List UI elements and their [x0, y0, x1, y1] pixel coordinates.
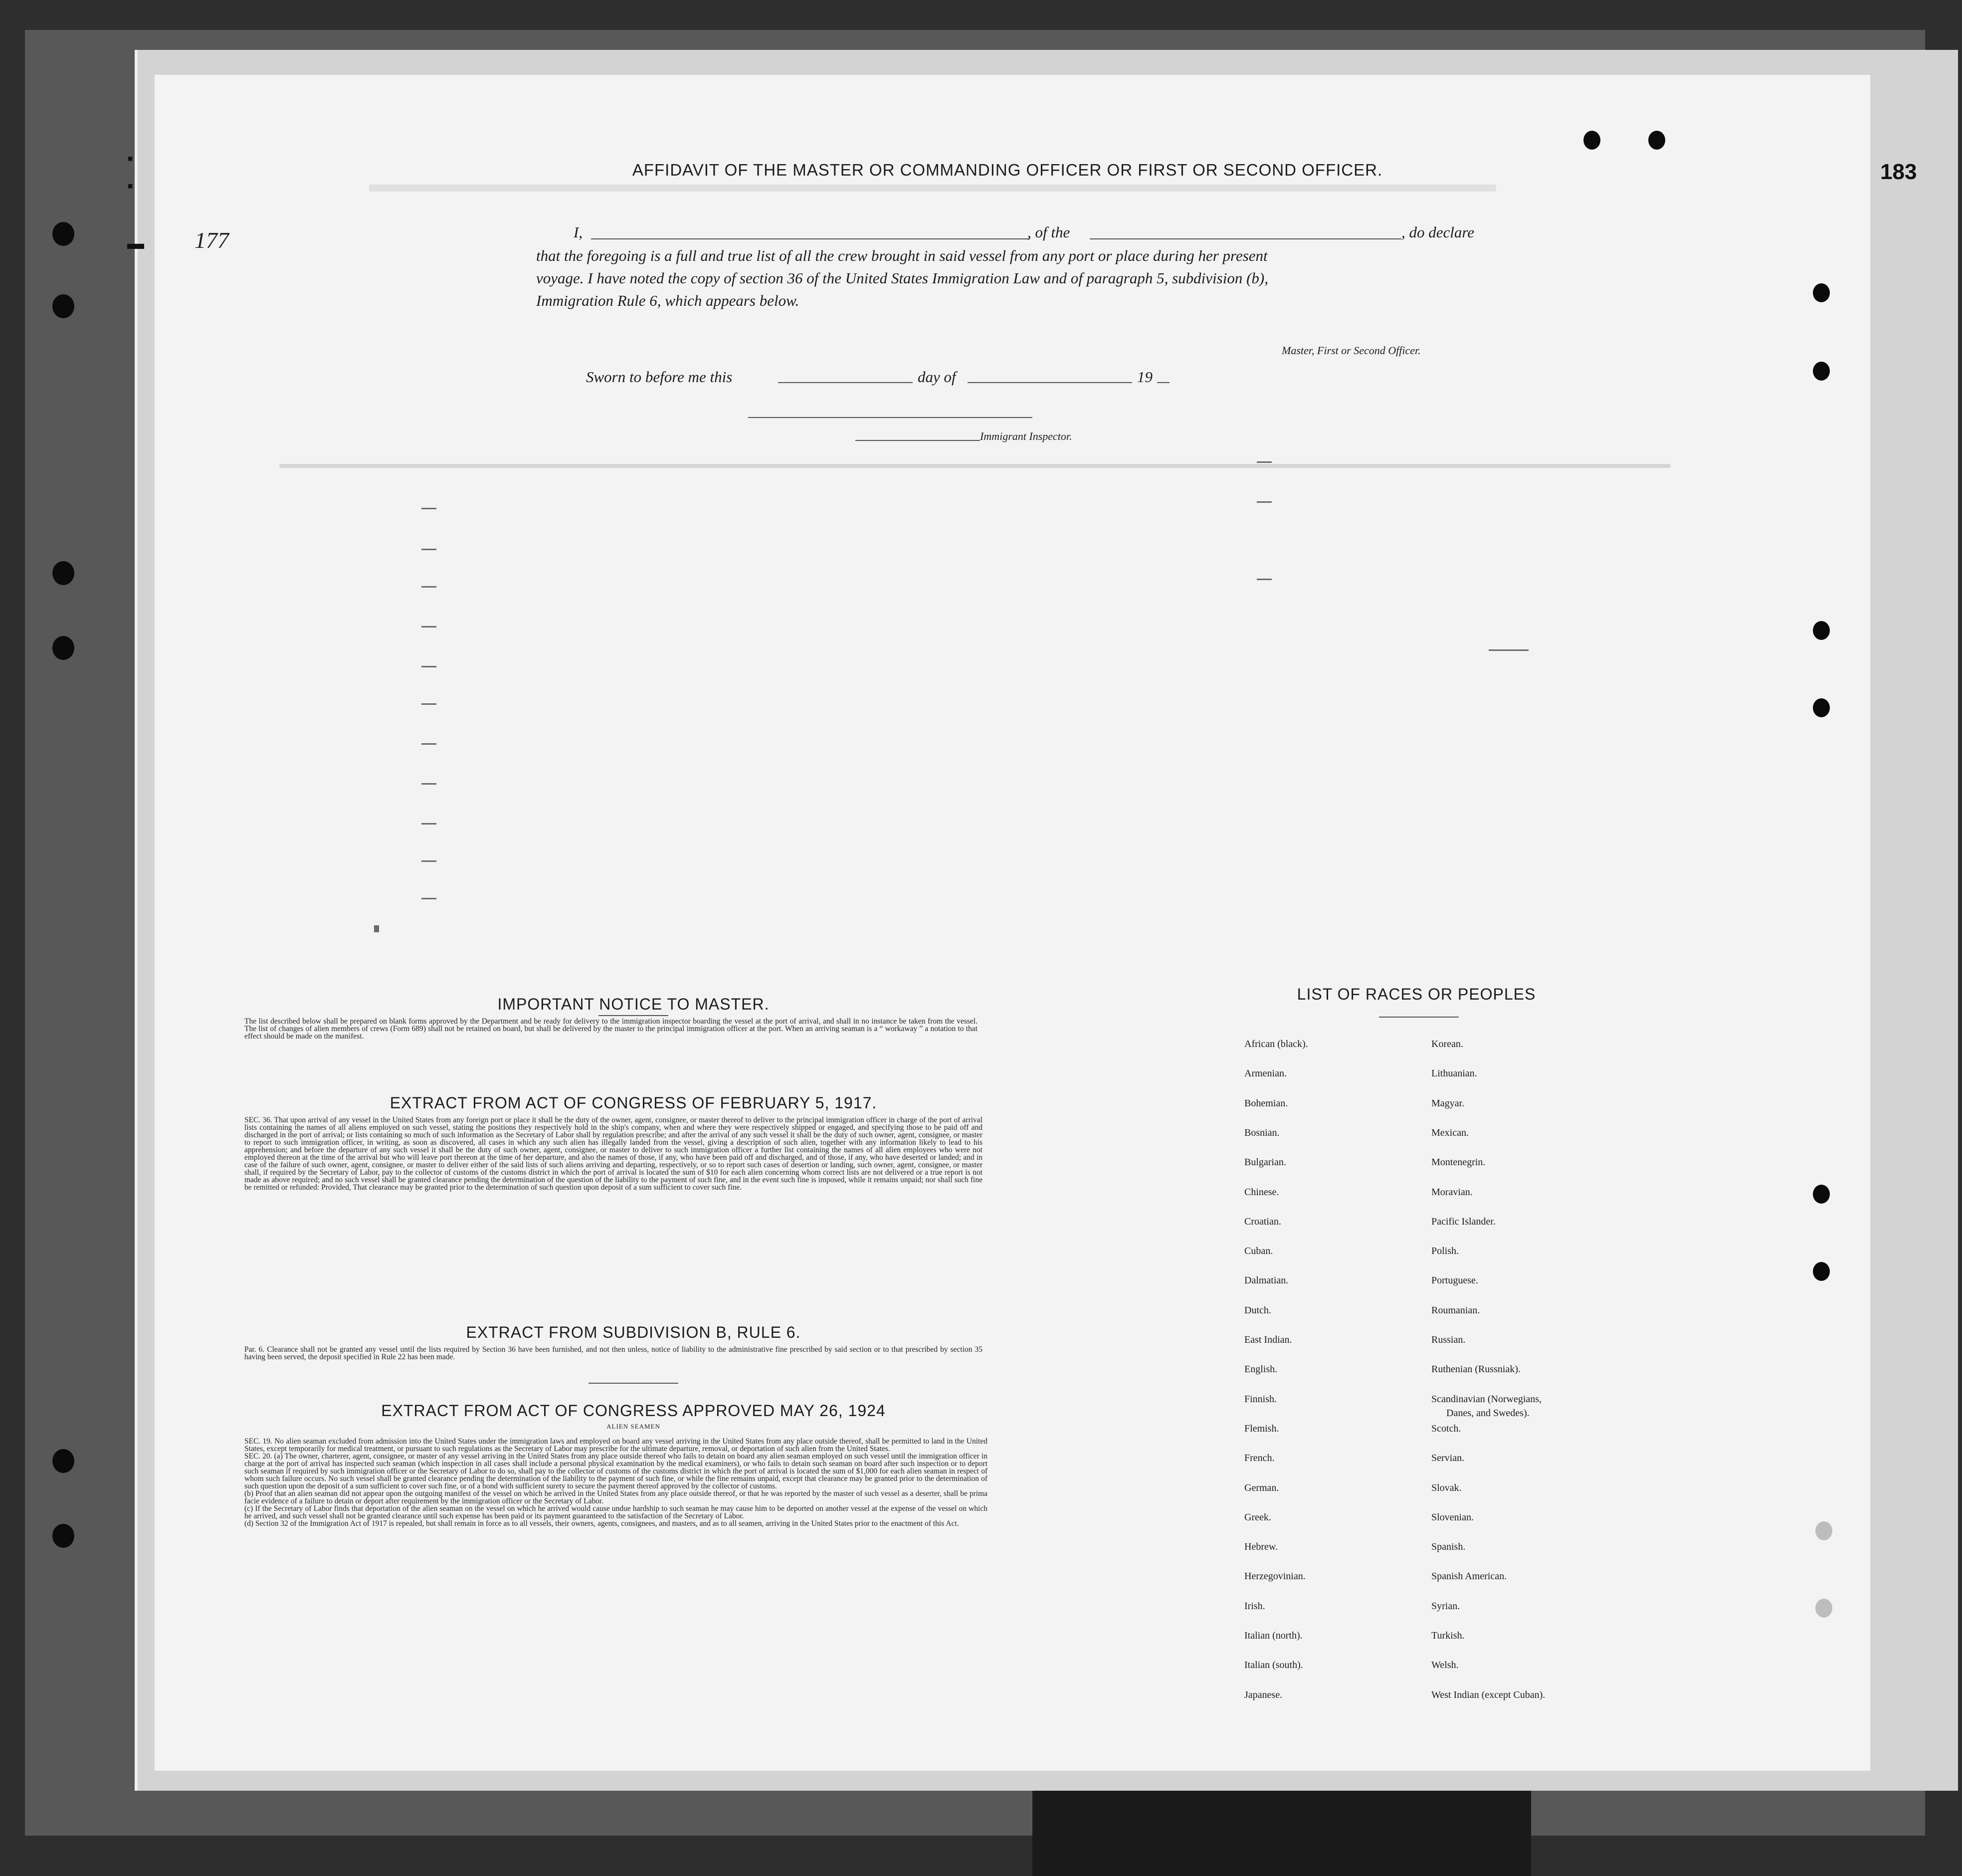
- race-item: German.: [1244, 1482, 1279, 1493]
- ghost-mark: [421, 860, 436, 862]
- race-item: East Indian.: [1244, 1334, 1292, 1345]
- races-title: LIST OF RACES OR PEOPLES: [1297, 985, 1536, 1003]
- race-item: Syrian.: [1431, 1600, 1460, 1612]
- race-item: Pacific Islander.: [1431, 1216, 1496, 1227]
- rule6-divider: [589, 1383, 678, 1384]
- year-prefix: 19: [1137, 368, 1153, 386]
- race-item: Mexican.: [1431, 1127, 1469, 1138]
- race-item: Dalmatian.: [1244, 1275, 1289, 1286]
- race-item: Montenegrin.: [1431, 1157, 1486, 1168]
- punch-hole: [1583, 131, 1600, 150]
- race-item: Bohemian.: [1244, 1097, 1288, 1109]
- ghost-mark: [421, 626, 436, 627]
- sworn-text: Sworn to before me this: [586, 368, 733, 386]
- race-item: Spanish American.: [1431, 1571, 1507, 1582]
- ghost-mark: [421, 898, 436, 899]
- day-of-text: day of: [918, 368, 956, 386]
- race-item: Herzegovinian.: [1244, 1571, 1306, 1582]
- ghost-mark: [421, 703, 436, 705]
- vessel-line: [1090, 238, 1401, 239]
- affidavit-i: I,: [574, 223, 583, 241]
- race-item: Turkish.: [1431, 1630, 1465, 1641]
- race-item: Irish.: [1244, 1600, 1265, 1612]
- race-item: Roumanian.: [1431, 1304, 1480, 1316]
- race-item: French.: [1244, 1453, 1275, 1464]
- page-number: 183: [1880, 160, 1917, 184]
- edge-mark: ▬: [127, 234, 144, 253]
- binding-hole: [52, 1449, 74, 1473]
- ghost-mark: [1257, 501, 1272, 503]
- race-item: Flemish.: [1244, 1423, 1279, 1434]
- inspector-caption: Immigrant Inspector.: [980, 430, 1072, 442]
- race-item: Italian (south).: [1244, 1660, 1303, 1671]
- edge-mark: ▪: [127, 150, 134, 168]
- binding-hole: [52, 1524, 74, 1548]
- race-item: Moravian.: [1431, 1186, 1473, 1198]
- bottom-shadow: [1032, 1791, 1531, 1876]
- race-item: Scotch.: [1431, 1423, 1461, 1434]
- ghost-mark: [421, 823, 436, 825]
- race-item: Cuban.: [1244, 1246, 1273, 1257]
- race-item: African (black).: [1244, 1039, 1308, 1049]
- race-item: Lithuanian.: [1431, 1068, 1477, 1079]
- race-item: Spanish.: [1431, 1541, 1466, 1553]
- affidavit-line-4: Immigration Rule 6, which appears below.: [536, 292, 799, 309]
- race-item: Danes, and Swedes).: [1446, 1407, 1530, 1419]
- edge-mark: ▪: [127, 177, 134, 196]
- binding-hole: [52, 222, 74, 246]
- ghost-mark: [421, 508, 436, 509]
- race-item: Chinese.: [1244, 1186, 1279, 1198]
- race-item: Japanese.: [1244, 1689, 1283, 1700]
- race-item: Bosnian.: [1244, 1127, 1280, 1138]
- race-item: Portuguese.: [1431, 1275, 1478, 1286]
- day-line: [778, 382, 913, 383]
- ghost-mark: [421, 666, 436, 667]
- binding-hole: [52, 636, 74, 660]
- notice-underline: [598, 1015, 668, 1016]
- race-item: Croatian.: [1244, 1216, 1281, 1227]
- extract-1924-body: [244, 1438, 987, 1527]
- race-item: Magyar.: [1431, 1097, 1465, 1109]
- races-underline: [1379, 1017, 1459, 1018]
- binding-hole: [52, 561, 74, 585]
- race-item: Welsh.: [1431, 1660, 1459, 1671]
- race-item: Slovenian.: [1431, 1511, 1474, 1523]
- race-item: Ruthenian (Russniak).: [1431, 1364, 1521, 1375]
- sec-20c-paragraph: (c) If the Secretary of Labor finds that deportation of the alien seaman on the vessel on which he arrived would cause undue hardship to such seaman he may cause him to be deported on another vessel at the expense of the vessel on which he arrived, and such vessel shall not be granted clearance until such expense has been paid or its payment guaranteed to the satisfaction of the Secretary of Labor.: [244, 1504, 987, 1520]
- race-item: Scandinavian (Norwegians,: [1431, 1393, 1542, 1405]
- ghost-mark: [421, 549, 436, 550]
- ghost-mark: [374, 925, 379, 932]
- ghost-mark: [421, 586, 436, 588]
- punch-hole: [1813, 621, 1830, 640]
- race-item: Servian.: [1431, 1453, 1465, 1464]
- race-item: Italian (north).: [1244, 1630, 1303, 1641]
- ghost-mark: [1257, 461, 1272, 463]
- punch-hole: [1813, 362, 1830, 381]
- race-item: Greek.: [1244, 1511, 1271, 1523]
- extract-1917-title: EXTRACT FROM ACT OF CONGRESS OF FEBRUARY 5, 1917.: [390, 1094, 877, 1112]
- extract-1924-subtitle: ALIEN SEAMEN: [606, 1423, 660, 1430]
- race-item: Russian.: [1431, 1334, 1466, 1345]
- race-item: English.: [1244, 1364, 1278, 1375]
- race-item: Hebrew.: [1244, 1541, 1278, 1553]
- year-line: [1157, 382, 1170, 383]
- sec-20d-paragraph: (d) Section 32 of the Immigration Act of 1917 is repealed, but shall remain in force as to all vessels, their owners, agents, consignees, and masters, and as to all seamen, arriving in the United States prior to the enactment of this Act.: [244, 1519, 959, 1528]
- inspector-signature-line: [748, 417, 1032, 418]
- punch-hole: [1815, 1521, 1832, 1540]
- affidavit-line-2: that the foregoing is a full and true list of all the crew brought in said vessel from any port or place during her present: [536, 247, 1268, 264]
- sec-20b-paragraph: (b) Proof that an alien seaman did not appear upon the outgoing manifest of the vessel on which he arrived in the United States from any place outside thereof, or that he was reported by the master of such vessel as a deserter, shall be prima facie evidence of a failure to detain or deport after requirement by the immigration officer or the Secretary of Labor.: [244, 1489, 987, 1505]
- important-notice-body: The list described below shall be prepared on blank forms approved by the Department and be ready for delivery to the immigration inspector boarding the vessel at the port of arrival, and shall in no instance be taken from the vessel. The list of changes of alien members of crews (Form 689) shall not be retained on board, but shall be delivered by the master to the principal immigration officer at the port. When an arriving seaman is a “ workaway ” a notation to that effect should be made on the manifest.: [244, 1017, 978, 1041]
- race-item: Korean.: [1431, 1039, 1463, 1049]
- extract-rule6-title: EXTRACT FROM SUBDIVISION B, RULE 6.: [466, 1323, 801, 1341]
- ghost-mark: [1489, 649, 1529, 651]
- extract-1924-title: EXTRACT FROM ACT OF CONGRESS APPROVED MAY 26, 1924: [381, 1402, 886, 1420]
- punch-hole: [1813, 283, 1830, 302]
- master-signature-caption: Master, First or Second Officer.: [1282, 344, 1421, 357]
- extract-1917-body: SEC. 36. That upon arrival of any vessel in the United States from any foreign port or place it shall be the duty of the owner, agent, consignee, or master thereof to deliver to the principal immigration officer in charge of the port of arrival lists containing the names of all aliens employed on such vessel, stating the positions they respectively hold in the ship's company, when and where they were respectively shipped or engaged, and specifying those to be paid off and discharged in the port of arrival; or lists containing so much of such information as the Secretary of Labor shall by regulation prescribe; and after the arrival of any such vessel it shall be the duty of such owner, agent, consignee, or master to report to such immigration officer, in writing, as soon as discovered, all cases in which any such alien has illegally landed from the vessel, giving a description of such alien, together with any information likely to lead to his apprehension; and before the departure of any such vessel it shall be the duty of such owner, agent, consignee, or master to deliver to such immigration officer a further list containing the names of all alien employees who were not employed thereon at the time of the arrival but who will leave port thereon at the time of her departure, and also the names of those, if any, who have been paid off and discharged, and of those, if any, who have deserted or landed; and in case of the failure of such owner, agent, consignee, or master to deliver either of the said lists of such aliens arriving and departing, respectively, or so to report such cases of desertion or landing, such owner, agent, consignee, or master shall, if required by the Secretary of Labor, pay to the collector of customs of the customs district in which the port of arrival is located the sum of $10 for each alien concerning whom correct lists are not delivered or a true report is not made as above required; and no such vessel shall be granted clearance pending the determination of the question of the liability to the payment of such fine, and in the event such fine is imposed, while it remains unpaid; nor shall such fine be remitted or refunded: Provided, That clearance may be granted prior to the determination of such question upon deposit of a sum sufficient to cover such fine.: [244, 1116, 982, 1192]
- punch-hole: [1813, 1262, 1830, 1281]
- affidavit-do-declare: , do declare: [1401, 223, 1475, 241]
- name-line: [591, 238, 1030, 239]
- race-item: Dutch.: [1244, 1304, 1271, 1316]
- ghost-heading: [369, 185, 1496, 192]
- race-item: Slovak.: [1431, 1482, 1462, 1493]
- race-item: Finnish.: [1244, 1393, 1277, 1405]
- inspector-line: [855, 440, 980, 441]
- sec-19-paragraph: SEC. 19. No alien seaman excluded from admission into the United States under the immigration laws and employed on board any vessel arriving in the United States from any place outside thereof, shall be permitted to land in the United States, except temporarily for medical treatment, or pursuant to such regulations as the Secretary of Labor may prescribe for the ultimate departure, removal, or deportation of such alien from the United States.: [244, 1437, 987, 1453]
- race-item: Polish.: [1431, 1246, 1459, 1257]
- ghost-header-row: [279, 464, 1671, 468]
- affidavit-of-the: , of the: [1027, 223, 1070, 241]
- important-notice-title: IMPORTANT NOTICE TO MASTER.: [497, 995, 770, 1013]
- punch-hole: [1815, 1599, 1832, 1618]
- ghost-mark: [1257, 579, 1272, 580]
- race-item: Armenian.: [1244, 1068, 1287, 1079]
- handwritten-margin-number: 177: [195, 227, 229, 253]
- punch-hole: [1648, 131, 1665, 150]
- race-item: Bulgarian.: [1244, 1157, 1286, 1168]
- race-item: West Indian (except Cuban).: [1431, 1689, 1546, 1700]
- binding-hole: [52, 294, 74, 318]
- ghost-mark: [421, 783, 436, 785]
- extract-rule6-body: Par. 6. Clearance shall not be granted any vessel until the lists required by Section 36 have been furnished, and not then unless, notice of liability to the administrative fine prescribed by said section or to that prescribed by section 35 having been served, the deposit specified in Rule 22 has been made.: [244, 1345, 982, 1361]
- affidavit-line-3: voyage. I have noted the copy of section 36 of the United States Immigration Law and of paragraph 5, subdivision (b),: [536, 269, 1268, 287]
- ghost-mark: [421, 743, 436, 745]
- punch-hole: [1813, 1185, 1830, 1204]
- sec-20a-paragraph: SEC. 20. (a) The owner, charterer, agent, consignee, or master of any vessel arriving in the United States from any place outside thereof who fails to detain on board any alien seaman employed on such vessel until the immigration officer in charge at the port of arrival has inspected such seaman (which inspection in all cases shall include a personal physical examination by the medical examiners), or who fails to detain such seaman on board after such inspection or to deport such seaman if required by such immigration officer or the Secretary of Labor to do so, shall pay to the collector of customs of the customs district in which the port of arrival is located the sum of $1,000 for each alien seaman in respect of whom such failure occurs. No such vessel shall be granted clearance pending the determination of the liability to the payment of such fine, or while the fine remains unpaid, except that clearance may be granted prior to the determination of such question upon the deposit of a sum sufficient to cover such fine, or of a bond with sufficient surety to secure the payment thereof approved by the collector of customs.: [244, 1452, 987, 1490]
- punch-hole: [1813, 698, 1830, 717]
- month-line: [968, 382, 1132, 383]
- affidavit-title: AFFIDAVIT OF THE MASTER OR COMMANDING OFFICER OR FIRST OR SECOND OFFICER.: [632, 161, 1383, 179]
